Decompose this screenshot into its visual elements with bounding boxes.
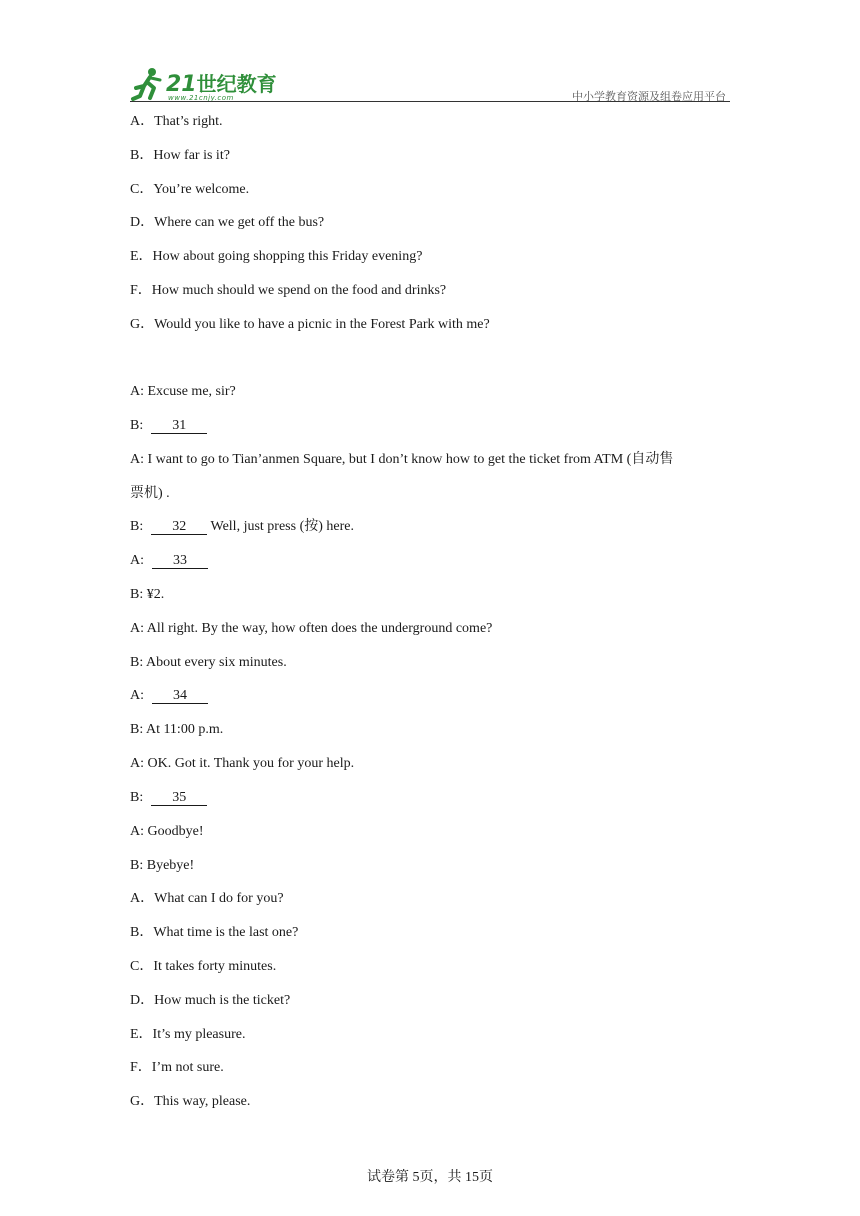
option-e-bottom: E．It’s my pleasure. xyxy=(130,1027,246,1042)
option-d-top: D．Where can we get off the bus? xyxy=(130,215,325,230)
option-b-bottom: B．What time is the last one? xyxy=(130,925,299,940)
logo-url: www.21cnjy.com xyxy=(168,94,234,102)
dialogue-line: B: ¥2. xyxy=(130,587,165,602)
dialogue-line: B: At 11:00 p.m. xyxy=(130,722,224,737)
dialogue-line: A: OK. Got it. Thank you for your help. xyxy=(130,756,355,771)
option-a-top: A．That’s right. xyxy=(130,114,223,129)
option-d-bottom: D．How much is the ticket? xyxy=(130,993,291,1008)
option-g-bottom: G．This way, please. xyxy=(130,1094,251,1109)
dialogue-line: A: 34 xyxy=(130,687,208,705)
dialogue-line: B: About every six minutes. xyxy=(130,655,287,670)
page-footer: 试卷第 5页，共 15页 xyxy=(367,1170,493,1185)
option-f-top: F．How much should we spend on the food and drinks? xyxy=(130,283,447,298)
option-f-bottom: F．I’m not sure. xyxy=(130,1060,224,1075)
answer-blank-35[interactable]: 35 xyxy=(151,790,207,806)
dialogue-line: 票机) . xyxy=(130,486,170,501)
dialogue-line: A: 33 xyxy=(130,552,208,570)
dialogue-line: A: Excuse me, sir? xyxy=(130,384,236,399)
page-header xyxy=(130,60,730,104)
dialogue-line: B: Byebye! xyxy=(130,858,195,873)
answer-blank-33[interactable]: 33 xyxy=(152,553,208,569)
dialogue-line: B: 32 Well, just press (按) here. xyxy=(130,519,354,534)
running-figure-icon xyxy=(130,66,170,102)
answer-blank-32[interactable]: 32 xyxy=(151,519,207,535)
option-g-top: G．Would you like to have a picnic in the Forest Park with me? xyxy=(130,317,490,332)
option-a-bottom: A．What can I do for you? xyxy=(130,891,284,906)
dialogue-line: A: All right. By the way, how often does the underground come? xyxy=(130,621,493,636)
dialogue-line: A: Goodbye! xyxy=(130,824,204,839)
header-tagline: 中小学教育资源及组卷应用平台 xyxy=(572,90,726,103)
answer-blank-34[interactable]: 34 xyxy=(152,688,208,704)
option-e-top: E．How about going shopping this Friday evening? xyxy=(130,249,423,264)
option-b-top: B．How far is it? xyxy=(130,148,230,163)
dialogue-line: B: 35 xyxy=(130,789,207,807)
option-c-bottom: C．It takes forty minutes. xyxy=(130,959,277,974)
logo xyxy=(130,64,277,104)
header-divider xyxy=(130,101,730,102)
dialogue-line: A: I want to go to Tian’anmen Square, but I don’t know how to get the ticket from ATM (自动售 xyxy=(130,452,674,467)
logo-title: 21世纪教育 xyxy=(166,72,277,97)
answer-blank-31[interactable]: 31 xyxy=(151,418,207,434)
option-c-top: C．You’re welcome. xyxy=(130,182,250,197)
dialogue-line: B: 31 xyxy=(130,417,207,435)
